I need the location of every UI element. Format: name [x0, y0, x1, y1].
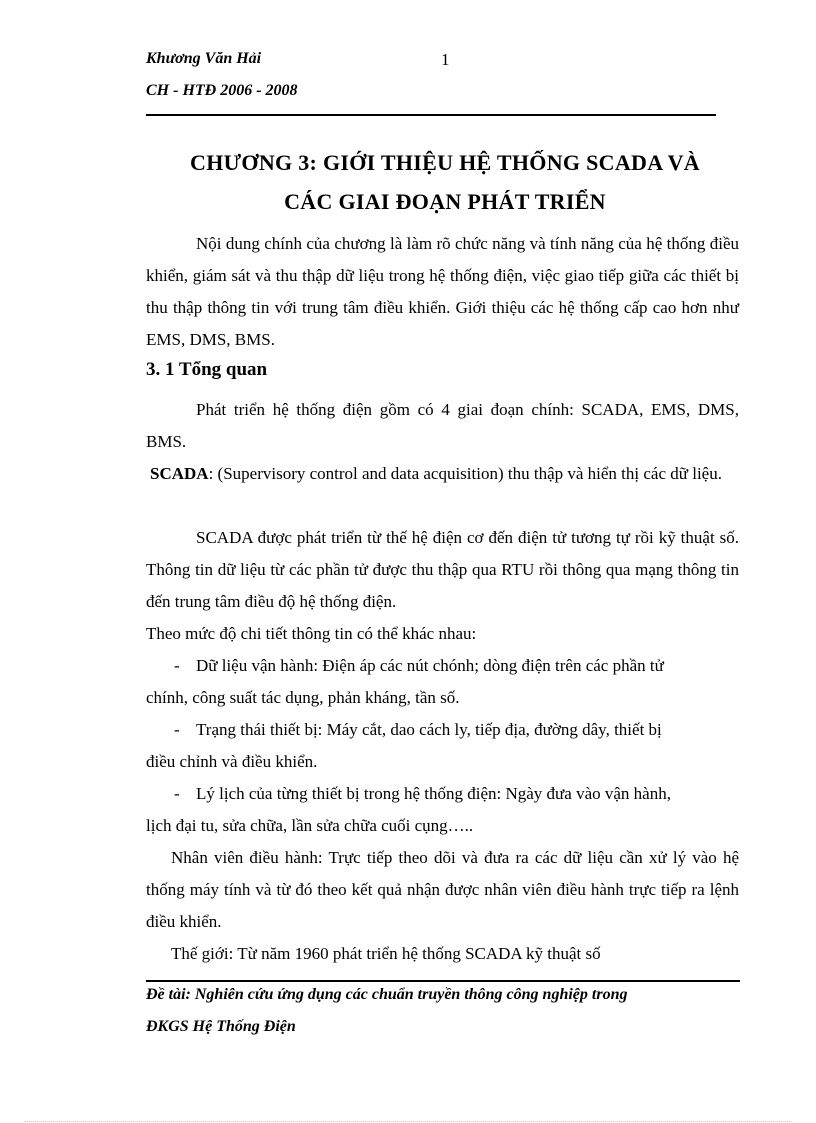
list-item-line1: Lý lịch của từng thiết bị trong hệ thống điện: Ngày đưa vào vận hành,: [196, 784, 671, 803]
header-author: Khương Văn Hải: [146, 50, 262, 67]
footer-divider: [146, 980, 740, 982]
list-item-line1: Trạng thái thiết bị: Máy cắt, dao cách ly, tiếp địa, đường dây, thiết bị: [196, 720, 662, 739]
list-item: [146, 714, 739, 778]
section-heading: 3. 1 Tổng quan: [146, 359, 268, 380]
chapter-title-line1: CHƯƠNG 3: GIỚI THIỆU HỆ THỐNG SCADA VÀ: [190, 150, 700, 175]
operator-paragraph: Nhân viên điều hành: Trực tiếp theo dõi và đưa ra các dữ liệu cần xử lý vào hệ thống máy tính và từ đó theo kết quả nhận được nhân viên điều hành trực tiếp ra lệnh điều khiển.: [146, 848, 739, 931]
page-edge-dotted-line: [24, 1121, 792, 1122]
scada-definition: [146, 458, 739, 490]
footer-topic-line2: ĐKGS Hệ Thống Điện: [146, 1018, 296, 1035]
header-divider: [146, 114, 716, 116]
bullet-dash: -: [174, 656, 180, 675]
header-course: CH - HTĐ 2006 - 2008: [146, 82, 298, 99]
list-item: [146, 650, 739, 714]
page-number: 1: [441, 50, 450, 69]
scada-definition-text: : (Supervisory control and data acquisition) thu thập và hiển thị các dữ liệu.: [208, 464, 722, 483]
overview-paragraph: Phát triển hệ thống điện gồm có 4 giai đoạn chính: SCADA, EMS, DMS, BMS.: [146, 400, 739, 451]
list-item-line1: Dữ liệu vận hành: Điện áp các nút chónh; dòng điện trên các phần tử: [196, 656, 664, 675]
world-paragraph: Thế giới: Từ năm 1960 phát triển hệ thống SCADA kỹ thuật số: [171, 944, 601, 963]
list-item-line2: chính, công suất tác dụng, phản kháng, tần số.: [146, 688, 460, 707]
bullet-dash: -: [174, 720, 180, 739]
bullet-dash: -: [174, 784, 180, 803]
detail-intro: Theo mức độ chi tiết thông tin có thể khác nhau:: [146, 624, 477, 643]
scada-term: SCADA: [150, 464, 209, 483]
intro-paragraph: Nội dung chính của chương là làm rõ chức năng và tính năng của hệ thống điều khiển, giám sát và thu thập dữ liệu trong hệ thống điện, việc giao tiếp giữa các thiết bị thu thập thông tin với trung tâm điều khiển. Giới thiệu các hệ thống cấp cao hơn như EMS, DMS, BMS.: [146, 234, 739, 349]
list-item: [146, 778, 739, 842]
scada-development-paragraph: SCADA được phát triển từ thế hệ điện cơ đến điện tử tương tự rồi kỹ thuật số. Thông tin dữ liệu từ các phần tử được thu thập qua RTU rồi thông qua mạng thông tin đến trung tâm điều độ hệ thống điện.: [146, 528, 739, 611]
list-item-line2: điều chỉnh và điều khiển.: [146, 752, 318, 771]
footer-topic-line1: Đề tài: Nghiên cứu ứng dụng các chuẩn truyền thông công nghiệp trong: [146, 986, 628, 1003]
chapter-title-line2: CÁC GIAI ĐOẠN PHÁT TRIỂN: [284, 189, 606, 214]
list-item-line2: lịch đại tu, sửa chữa, lần sửa chữa cuối cụng…..: [146, 816, 474, 835]
